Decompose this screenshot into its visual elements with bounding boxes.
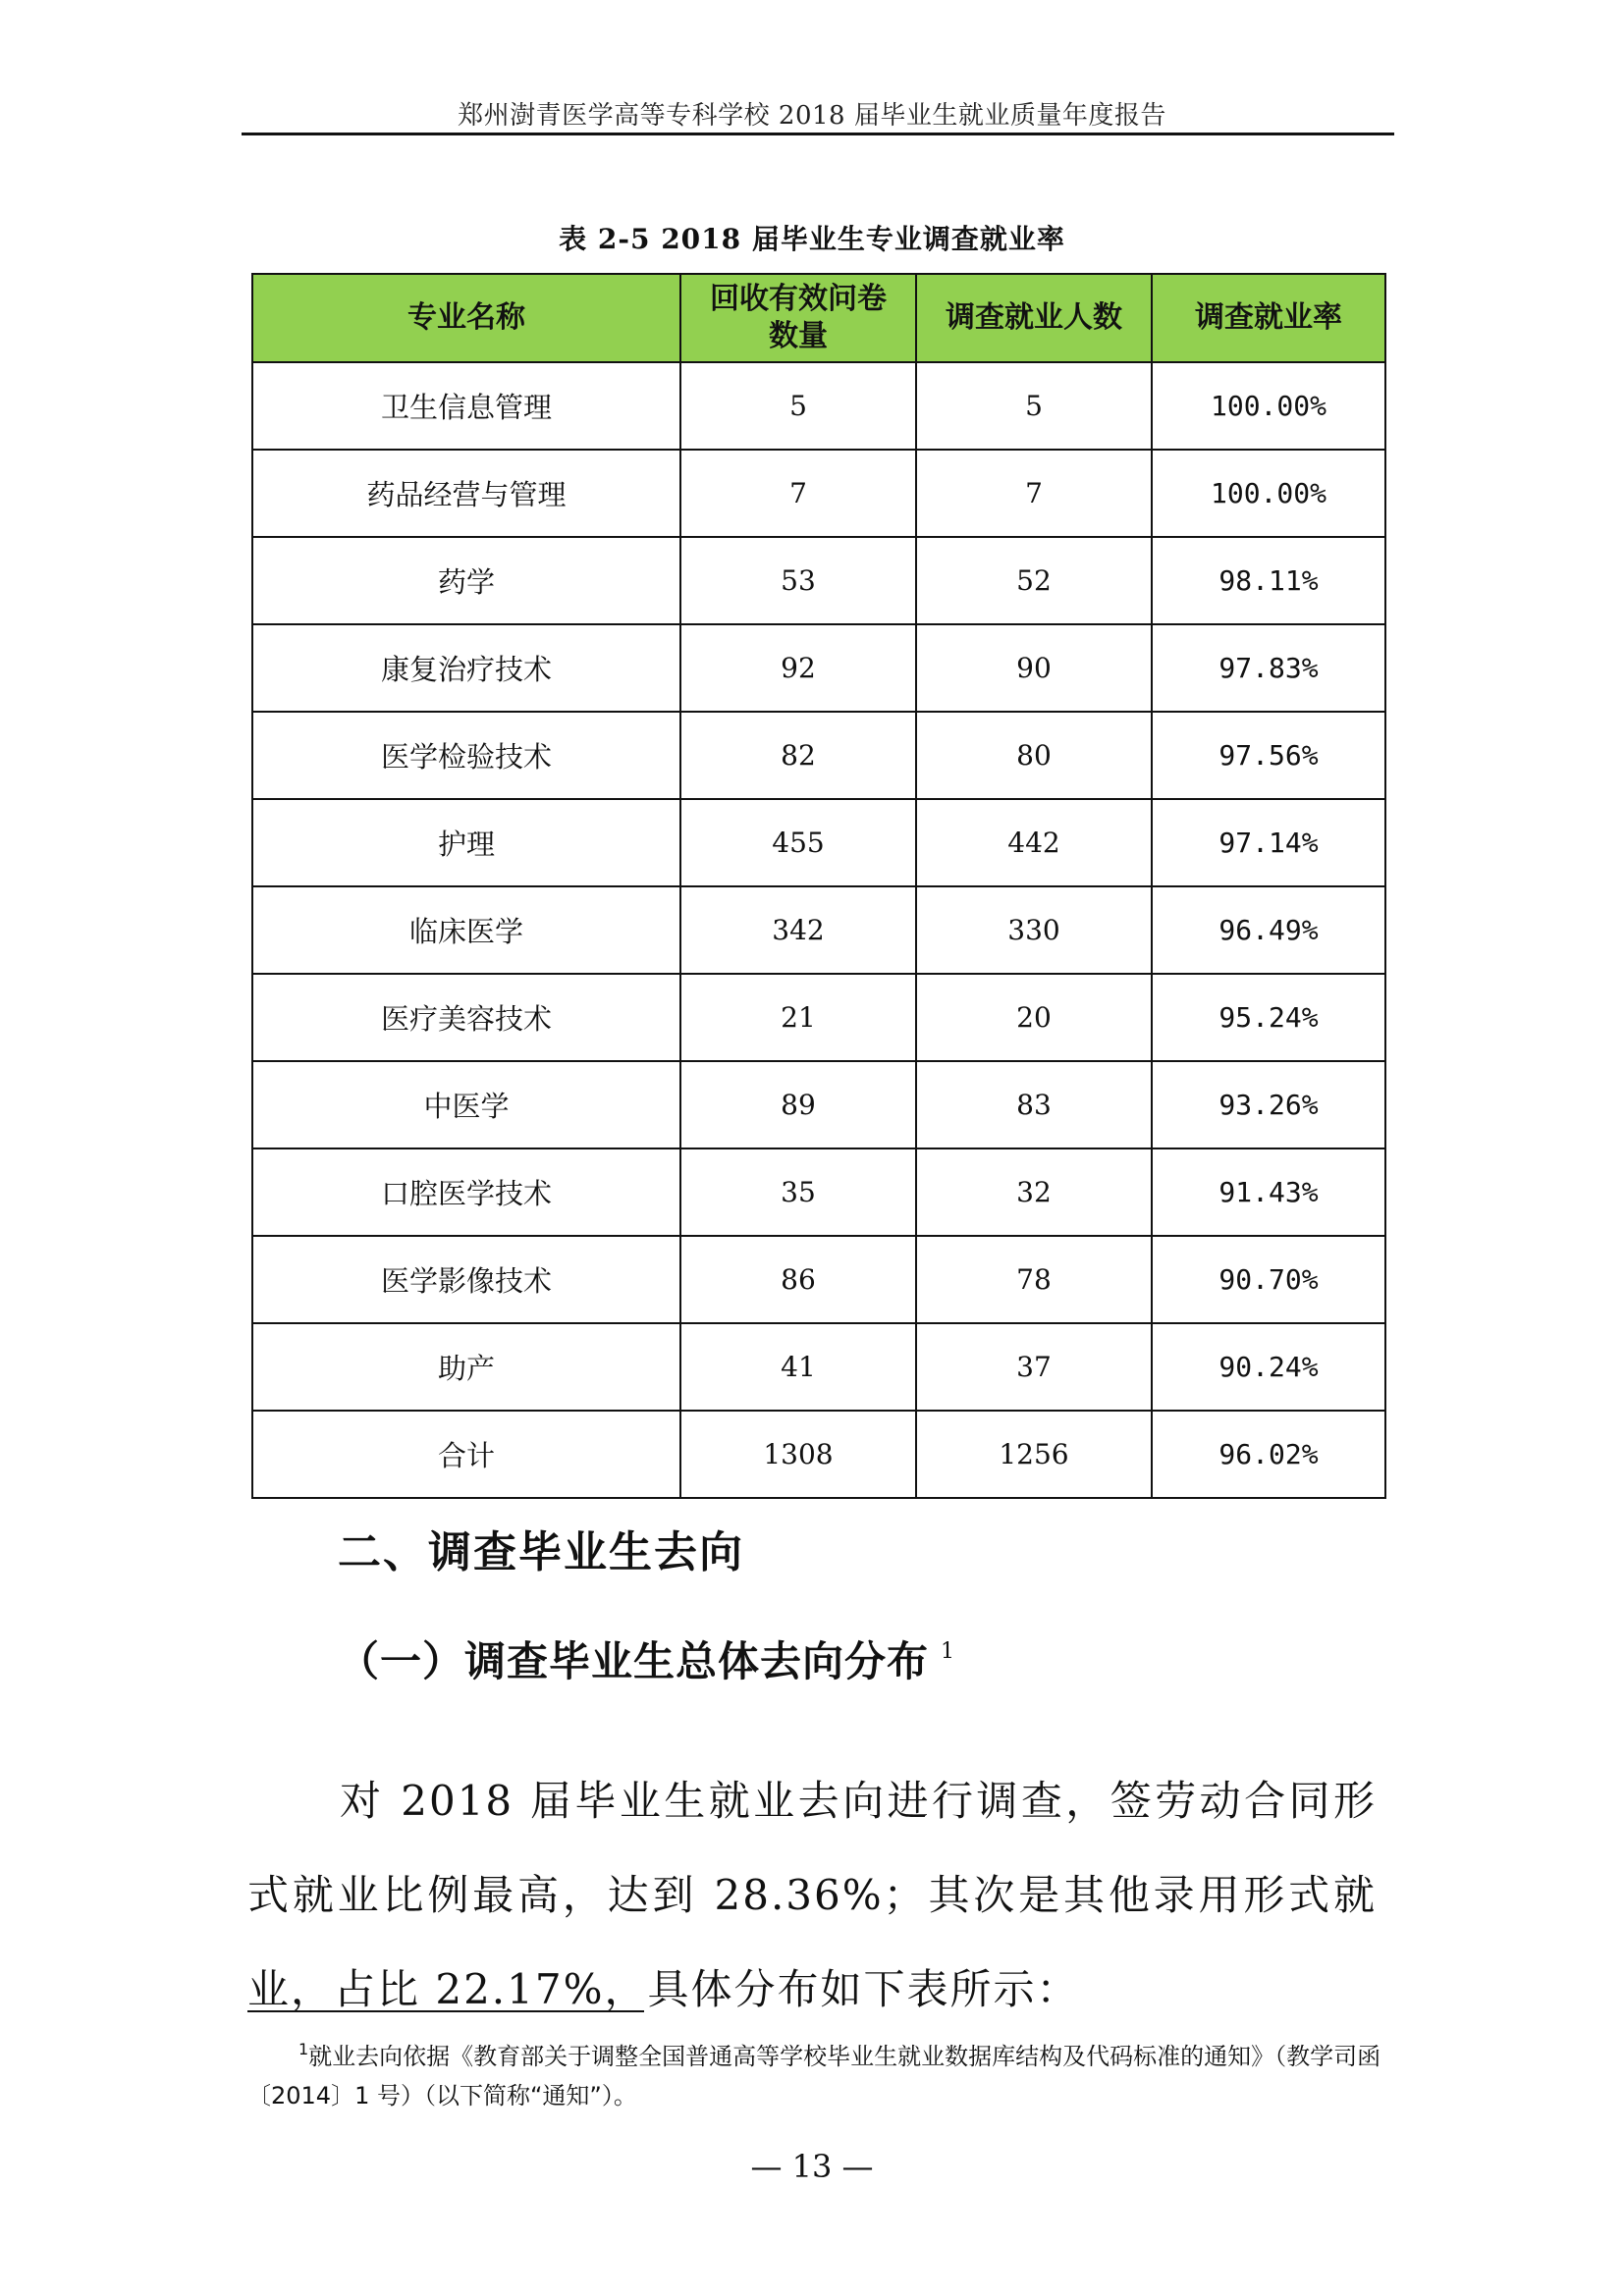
cell-rate: 96.02%: [1152, 1411, 1385, 1498]
running-header: 郑州澍青医学高等专科学校 2018 届毕业生就业质量年度报告: [458, 101, 1166, 131]
cell-rate: 90.24%: [1152, 1323, 1385, 1411]
table-row: [252, 1323, 1385, 1411]
table-row: [252, 886, 1385, 974]
cell-rate: 95.24%: [1152, 974, 1385, 1061]
cell-major: 药品经营与管理: [252, 450, 680, 537]
cell-surveys: 455: [680, 799, 916, 886]
table-row: [252, 624, 1385, 712]
table-header-row: [252, 274, 1385, 362]
cell-rate: 96.49%: [1152, 886, 1385, 974]
cell-surveys: 53: [680, 537, 916, 624]
cell-rate: 97.14%: [1152, 799, 1385, 886]
cell-major: 中医学: [252, 1061, 680, 1148]
table-row: [252, 712, 1385, 799]
cell-major: 护理: [252, 799, 680, 886]
cell-surveys: 21: [680, 974, 916, 1061]
cell-major: 助产: [252, 1323, 680, 1411]
cell-employed: 37: [916, 1323, 1152, 1411]
table-row: [252, 1061, 1385, 1148]
cell-employed: 20: [916, 974, 1152, 1061]
cell-rate: 98.11%: [1152, 537, 1385, 624]
cell-employed: 80: [916, 712, 1152, 799]
cell-major: 药学: [252, 537, 680, 624]
cell-employed: 32: [916, 1148, 1152, 1236]
cell-employed: 83: [916, 1061, 1152, 1148]
cell-major: 口腔医学技术: [252, 1148, 680, 1236]
cell-rate: 100.00%: [1152, 450, 1385, 537]
header-rule: [242, 133, 1394, 135]
cell-major: 医学影像技术: [252, 1236, 680, 1323]
column-header: [680, 274, 916, 362]
footnote-mark: 1: [298, 2040, 309, 2058]
cell-employed: 330: [916, 886, 1152, 974]
cell-surveys: 89: [680, 1061, 916, 1148]
column-header: 专业名称: [252, 274, 680, 362]
cell-rate: 93.26%: [1152, 1061, 1385, 1148]
cell-rate: 97.56%: [1152, 712, 1385, 799]
table-row: [252, 799, 1385, 886]
cell-surveys: 7: [680, 450, 916, 537]
cell-rate: 97.83%: [1152, 624, 1385, 712]
footnote: [247, 2030, 1386, 2115]
cell-surveys: 342: [680, 886, 916, 974]
body-paragraph: 对 2018 届毕业生就业去向进行调查，签劳动合同形式就业比例最高，达到 28.36%；其次是其他录用形式就业，占比 22.17%，具体分布如下表所示：: [247, 1777, 1377, 2013]
cell-surveys: 82: [680, 712, 916, 799]
cell-employed: 90: [916, 624, 1152, 712]
cell-employed: 5: [916, 362, 1152, 450]
cell-major: 临床医学: [252, 886, 680, 974]
table-row: [252, 362, 1385, 450]
cell-employed: 52: [916, 537, 1152, 624]
footnote-reference[interactable]: 1: [941, 1639, 956, 1664]
cell-surveys: 92: [680, 624, 916, 712]
cell-employed: 442: [916, 799, 1152, 886]
cell-rate: 91.43%: [1152, 1148, 1385, 1236]
table-row: [252, 450, 1385, 537]
table-row: [252, 1236, 1385, 1323]
cell-surveys: 5: [680, 362, 916, 450]
table-row: [252, 537, 1385, 624]
table-row: [252, 1148, 1385, 1236]
cell-surveys: 86: [680, 1236, 916, 1323]
cell-rate: 100.00%: [1152, 362, 1385, 450]
table-caption: 表 2-5 2018 届毕业生专业调查就业率: [559, 223, 1065, 255]
subsection-heading: [338, 1629, 955, 1688]
subsection-heading-text: （一）调查毕业生总体去向分布: [338, 1637, 930, 1685]
cell-major: 康复治疗技术: [252, 624, 680, 712]
table-body: [252, 362, 1385, 1498]
section-heading: 二、调查毕业生去向: [338, 1527, 744, 1577]
employment-rate-table: [251, 273, 1386, 1499]
cell-surveys: 1308: [680, 1411, 916, 1498]
column-header-text: 回收有效问卷数量: [710, 282, 887, 353]
cell-employed: 7: [916, 450, 1152, 537]
cell-major: 卫生信息管理: [252, 362, 680, 450]
cell-major: 医疗美容技术: [252, 974, 680, 1061]
footnote-text: 就业去向依据《教育部关于调整全国普通高等学校毕业生就业数据库结构及代码标准的通知》（教学司函〔2014〕1 号）（以下简称“通知”）。: [247, 2043, 1381, 2109]
cell-surveys: 41: [680, 1323, 916, 1411]
cell-rate: 90.70%: [1152, 1236, 1385, 1323]
cell-major: 合计: [252, 1411, 680, 1498]
table-row: [252, 974, 1385, 1061]
cell-employed: 78: [916, 1236, 1152, 1323]
page-number: — 13 —: [750, 2148, 874, 2185]
column-header: 调查就业人数: [916, 274, 1152, 362]
table-row: [252, 1411, 1385, 1498]
cell-employed: 1256: [916, 1411, 1152, 1498]
cell-major: 医学检验技术: [252, 712, 680, 799]
footnote-rule: [247, 2010, 644, 2012]
column-header: 调查就业率: [1152, 274, 1385, 362]
cell-surveys: 35: [680, 1148, 916, 1236]
